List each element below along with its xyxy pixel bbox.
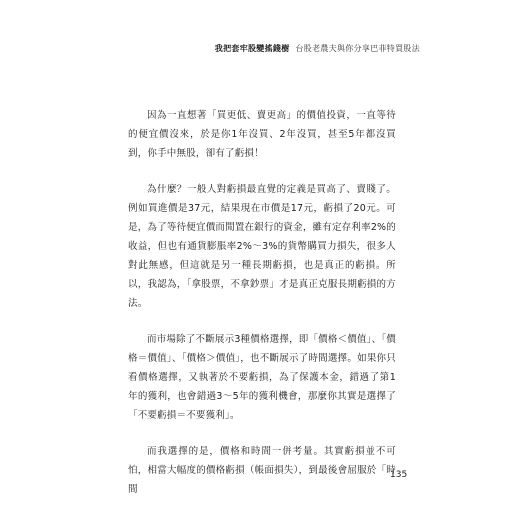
paragraph-1: 因為一直想著「買更低、賣更高」的價值投資，一直等待的便宜價沒來，於是你1年沒買、2年沒買，甚至5年都沒買到，你手中無股，卻有了虧損！ [128,110,396,159]
book-title: 我把套牢股變搖錢樹 [214,44,290,53]
body-text [128,106,396,516]
chapter-title: 台股老農夫與你分享巴菲特買股法 [295,44,420,53]
paragraph-2: 為什麼？一般人對虧損最直覺的定義是買高了、賣賤了。例如買進價是37元，結果現在市價是17元，虧損了20元。可是，為了等待便宜價而閒置在銀行的資金，雖有定存利率2%的收益，但也有通貨膨脹率2%～3%的貨幣購買力損失，很多人對此無感，但這就是另一種長期虧損，也是真正的虧損。所以，我認為，「拿股票，不拿鈔票」才是真正克服長期虧損的方法。 [128,184,396,309]
page-number: 135 [390,470,408,480]
running-header [215,43,420,54]
paragraph-3: 而市場除了不斷展示3種價格選擇，即「價格＜價值」、「價格＝價值」、「價格＞價值」，也不斷展示了時間選擇。如果你只看價格選擇，又執著於不要虧損，為了保護本金，錯過了第1年的獲利，也會錯過3～5年的獲利機會，那麼你其實是選擇了「不要虧損＝不要獲利」。 [128,334,396,421]
paragraph-4: 而我選擇的是，價格和時間一併考量。其實虧損並不可怕，相當大幅度的價格虧損（帳面損失），到最後會屈服於「時間 [128,446,396,495]
